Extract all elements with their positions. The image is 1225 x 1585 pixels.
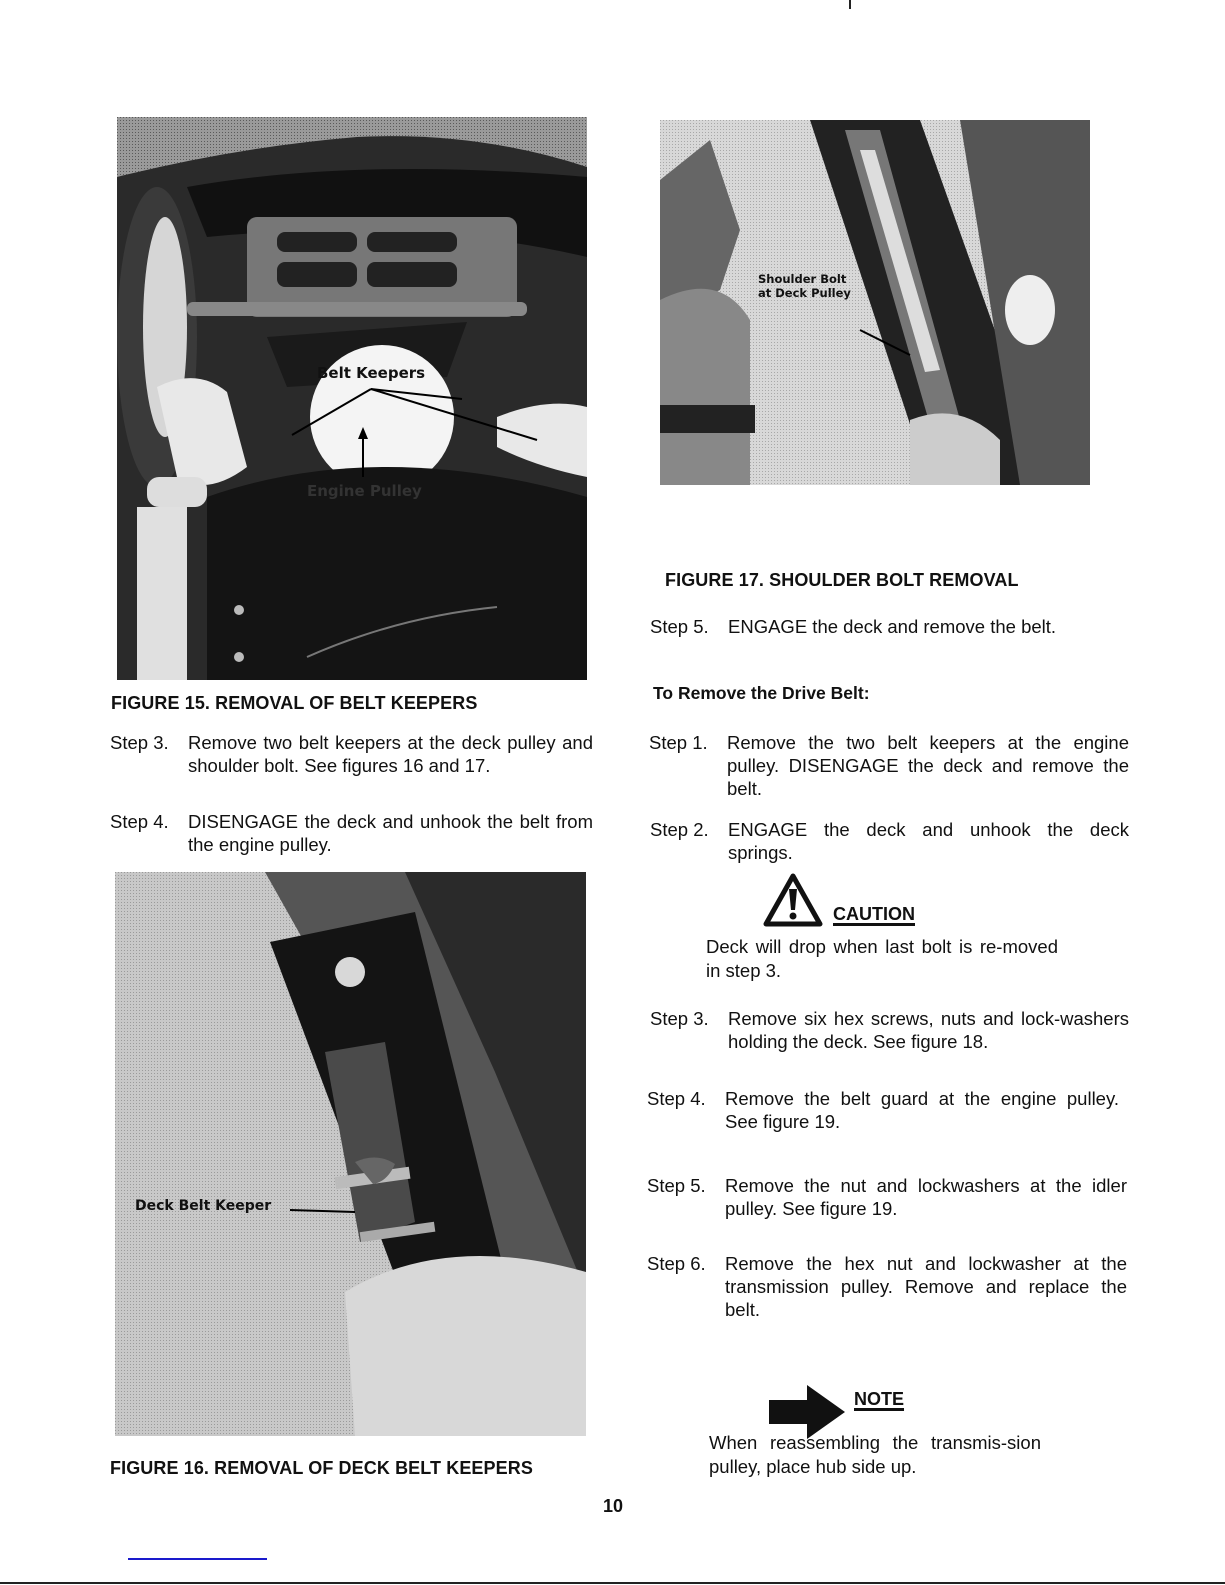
step-text: Remove six hex screws, nuts and lock-washers holding the deck. See figure 18. (728, 1008, 1129, 1052)
step-number: Step 5. (647, 1175, 706, 1196)
step-text: Remove the two belt keepers at the engine pulley. DISENGAGE the deck and remove the belt. (727, 732, 1129, 799)
callout-belt-keepers: Belt Keepers (317, 364, 426, 382)
step-text: ENGAGE the deck and remove the belt. (728, 616, 1057, 637)
drive-belt-heading: To Remove the Drive Belt: (653, 683, 870, 703)
footer-link-underline[interactable] (128, 1558, 267, 1560)
step-number: Step 3. (650, 1008, 709, 1029)
step-3-left (110, 731, 593, 777)
step-text: Remove the nut and lockwashers at the idler pulley. See figure 19. (725, 1175, 1127, 1219)
shoulder-bolt-photo-illustration (660, 120, 1090, 485)
footer-rule (0, 1582, 1225, 1584)
step-text: Remove the hex nut and lockwasher at the transmission pulley. Remove and replace the belt. (725, 1253, 1127, 1320)
step-number: Step 1. (649, 732, 708, 753)
drive-step-2 (650, 818, 1129, 864)
figure-15-photo (117, 117, 587, 680)
step-5-deck-belt (650, 615, 1125, 638)
step-number: Step 4. (647, 1088, 706, 1109)
step-number: Step 6. (647, 1253, 706, 1274)
step-number: Step 2. (650, 819, 709, 840)
callout-line-2: at Deck Pulley (758, 286, 851, 301)
step-text: Remove two belt keepers at the deck pulley and shoulder bolt. See figures 16 and 17. (188, 732, 593, 776)
callout-engine-pulley: Engine Pulley (307, 482, 422, 500)
step-4-left (110, 810, 593, 856)
step-text: DISENGAGE the deck and unhook the belt from the engine pulley. (188, 811, 593, 855)
figure-16-photo (115, 872, 586, 1436)
note-title: NOTE (854, 1389, 905, 1409)
caution-title: CAUTION (833, 904, 915, 924)
callout-line-1: Shoulder Bolt (758, 272, 847, 286)
step-text: Remove the belt guard at the engine pulley. See figure 19. (725, 1088, 1119, 1132)
figure-15-caption: FIGURE 15. REMOVAL OF BELT KEEPERS (111, 693, 478, 713)
scan-mark (849, 0, 851, 9)
drive-step-5 (647, 1174, 1127, 1220)
page-number: 10 (603, 1496, 624, 1516)
warning-triangle-icon (762, 872, 824, 928)
drive-step-3 (650, 1007, 1129, 1053)
step-text: ENGAGE the deck and unhook the deck springs. (728, 819, 1129, 863)
caution-text: Deck will drop when last bolt is re-moved in step 3. (706, 936, 1058, 981)
drive-step-6 (647, 1252, 1127, 1321)
drive-step-1 (649, 731, 1129, 800)
belt-keepers-photo-illustration (117, 117, 587, 680)
deck-belt-keeper-photo-illustration (115, 872, 586, 1436)
callout-deck-belt-keeper: Deck Belt Keeper (135, 1198, 272, 1214)
step-number: Step 4. (110, 811, 169, 832)
note-text: When reassembling the transmis-sion pulley, place hub side up. (709, 1432, 1041, 1477)
step-number: Step 3. (110, 732, 169, 753)
figure-16-caption: FIGURE 16. REMOVAL OF DECK BELT KEEPERS (110, 1458, 533, 1478)
drive-step-4 (647, 1087, 1119, 1133)
callout-shoulder-bolt (758, 272, 851, 301)
figure-17-caption: FIGURE 17. SHOULDER BOLT REMOVAL (665, 570, 1019, 590)
step-number: Step 5. (650, 616, 709, 637)
figure-17-photo (660, 120, 1090, 485)
